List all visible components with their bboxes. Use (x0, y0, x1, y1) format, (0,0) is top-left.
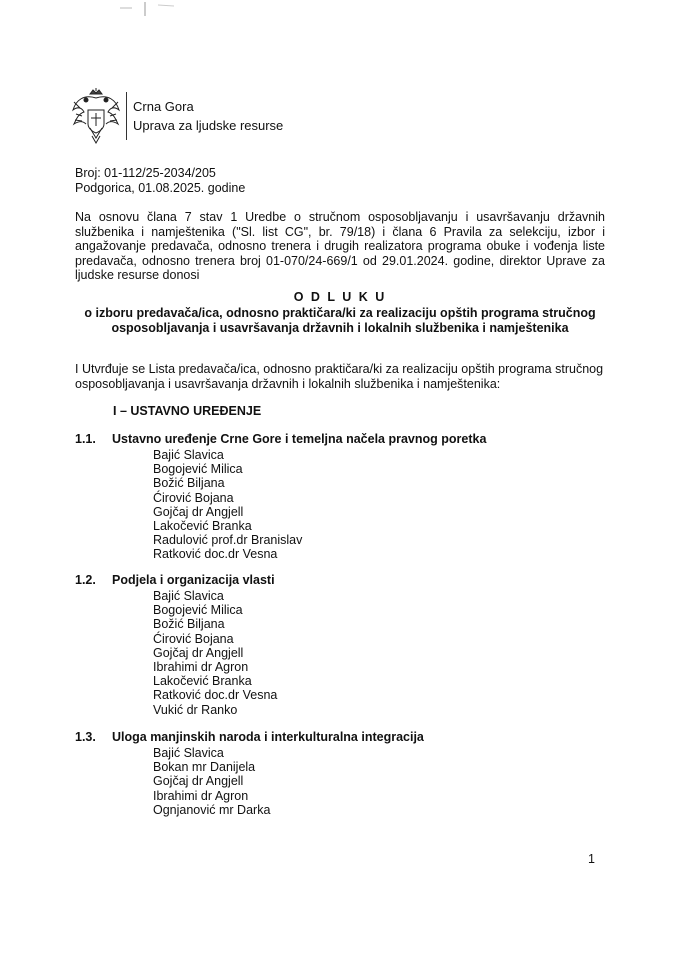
subsection-1-2 (75, 573, 277, 717)
subsection-title: Uloga manjinskih naroda i interkulturalna integracija (112, 730, 424, 744)
letterhead (70, 88, 283, 144)
coat-of-arms-icon (70, 88, 122, 144)
list-item: Ibrahimi dr Agron (153, 788, 249, 803)
list-item: Božić Biljana (153, 617, 225, 632)
subsection-number: 1.3. (75, 730, 96, 744)
list-item: Bogojević Milica (153, 603, 243, 618)
list-item: Gojčaj dr Angjell (153, 504, 244, 519)
list-item: Ćirović Bojana (153, 490, 234, 505)
list-item: Bajić Slavica (153, 589, 224, 603)
page-number: 1 (588, 852, 595, 866)
list-item: Bajić Slavica (153, 746, 224, 760)
list-item: Ibrahimi dr Agron (153, 660, 249, 675)
decision-title-block (75, 290, 605, 336)
name-list (153, 589, 277, 717)
subsection-number: 1.2. (75, 573, 96, 587)
list-item: Ćirović Bojana (153, 631, 234, 646)
decision-subtitle-line-2: osposobljavanja i usavršavanja državnih i lokalnih službenika i namještenika (111, 321, 569, 335)
scan-artifact-mark (118, 2, 178, 16)
list-item: Vukić dr Ranko (153, 702, 238, 717)
document-number: Broj: 01-112/25-2034/205 (75, 166, 216, 180)
subsection-1-1 (75, 432, 486, 562)
name-list (153, 746, 424, 817)
name-list (153, 448, 486, 562)
list-item: Bokan mr Danijela (153, 760, 256, 775)
letterhead-divider (126, 92, 127, 140)
subsection-number: 1.1. (75, 432, 96, 446)
list-item: Božić Biljana (153, 476, 225, 491)
document-place-date: Podgorica, 01.08.2025. godine (75, 181, 246, 195)
decision-title: O D L U K U (293, 290, 387, 304)
list-item: Ratković doc.dr Vesna (153, 688, 278, 703)
subsection-title: Podjela i organizacija vlasti (112, 573, 275, 587)
list-item: Lakočević Branka (153, 674, 252, 689)
statement-paragraph: I Utvrđuje se Lista predavača/ica, odnosno praktičara/ki za realizaciju opštih programa stručnog osposobljavanja i usavršavanja državnih i lokalnih službenika i namještenika: (75, 362, 604, 391)
list-item: Radulović prof.dr Branislav (153, 533, 303, 548)
list-item: Lakočević Branka (153, 519, 252, 534)
intro-paragraph: Na osnovu člana 7 stav 1 Uredbe o stručnom osposobljavanju i usavršavanju državnih službenika i namještenika ("Sl. list CG", br. 79/18) i člana 6 Pravila za selekciju, izbor i angažovanje predavača, odnosno trenera i drugih realizatora programa obuke i vođenja liste predavača, odnosno trenera broj 01-070/24-669/1 od 29.01.2024. godine, direktor Uprave za ljudske resurse donosi (75, 210, 605, 283)
list-item: Ognjanović mr Darka (153, 802, 271, 817)
letterhead-country: Crna Gora (133, 99, 194, 114)
letterhead-institution: Uprava za ljudske resurse (133, 118, 284, 133)
list-item: Gojčaj dr Angjell (153, 774, 244, 789)
subsection-title: Ustavno uređenje Crne Gore i temeljna načela pravnog poretka (112, 432, 487, 446)
section-heading: I – USTAVNO UREĐENJE (113, 404, 262, 418)
list-item: Gojčaj dr Angjell (153, 645, 244, 660)
subsection-1-3 (75, 730, 424, 817)
list-item: Ratković doc.dr Vesna (153, 547, 278, 562)
list-item: Bajić Slavica (153, 448, 224, 462)
decision-subtitle-line-1: o izboru predavača/ica, odnosno praktičara/ki za realizaciju opštih programa stručnog (84, 306, 596, 320)
list-item: Bogojević Milica (153, 462, 243, 477)
document-meta (75, 166, 245, 196)
